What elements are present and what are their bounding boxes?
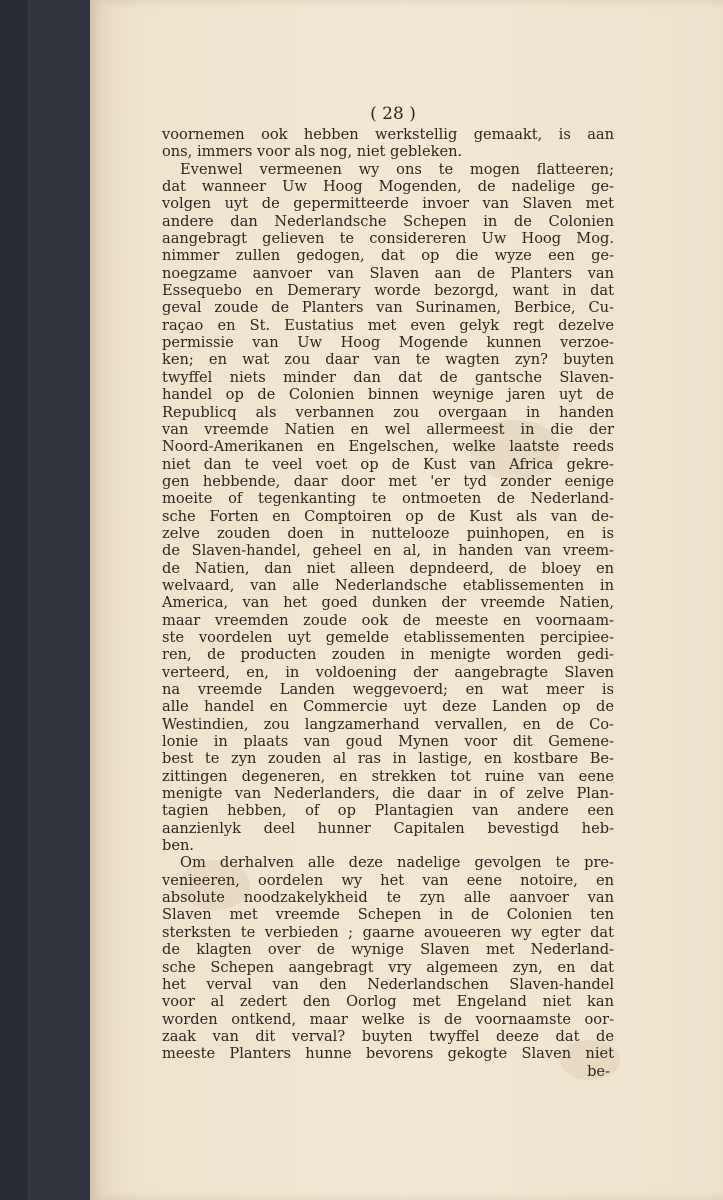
- text-line: zelve zouden doen in nuttelooze puinhopen, en is: [162, 524, 614, 542]
- text-line: aangebragt gelieven te considereren Uw Hoog Mog.: [162, 230, 614, 248]
- text-line: nimmer zullen gedogen, dat op die wyze een ge-: [162, 247, 614, 265]
- text-line: raçao en St. Eustatius met even gelyk regt dezelve: [162, 316, 614, 334]
- text-line: venieeren, oordelen wy het van eene notoire, en: [162, 871, 614, 889]
- text-line: ons, immers voor als nog, niet gebleken.: [162, 143, 463, 161]
- text-line: sche Schepen aangebragt vry algemeen zyn, en dat: [162, 958, 614, 976]
- text-line: voor al zedert den Oorlog met Engeland niet kan: [162, 993, 614, 1011]
- text-line: andere dan Nederlandsche Schepen in de Colonien: [162, 212, 614, 230]
- text-line: America, van het goed dunken der vreemde Natien,: [162, 594, 614, 612]
- text-line: na vreemde Landen weggevoerd; en wat meer is: [162, 681, 614, 698]
- text-line: Westindien, zou langzamerhand vervallen, en de Co-: [162, 715, 614, 733]
- text-line: lonie in plaats van goud Mynen voor dit Gemene-: [162, 733, 614, 751]
- text-line: Essequebo en Demerary worde bezorgd, want in dat: [162, 282, 614, 300]
- text-line: ren, de producten zouden in menigte worden gedi-: [162, 646, 614, 664]
- text-line: zittingen degeneren, en strekken tot ruine van eene: [162, 767, 614, 785]
- text-line: noegzame aanvoer van Slaven aan de Planters van: [162, 264, 614, 282]
- scan-binding-edge: [0, 0, 29, 1200]
- text-line: meeste Planters hunne bevorens gekogte Slaven niet: [162, 1045, 614, 1063]
- text-line: de klagten over de wynige Slaven met Nederland-: [162, 941, 614, 959]
- text-line: sche Forten en Comptoiren op de Kust als van de-: [162, 507, 614, 525]
- text-line: voornemen ook hebben werkstellig gemaakt, is aan: [162, 126, 614, 143]
- text-line: worden ontkend, maar welke is de voornaamste oor-: [162, 1010, 614, 1028]
- text-line: het verval van den Nederlandschen Slaven-handel: [162, 975, 614, 993]
- body-text: [162, 126, 614, 1063]
- text-line: dat wanneer Uw Hoog Mogenden, de nadelige ge-: [162, 178, 614, 196]
- text-line: gen hebbende, daar door met 'er tyd zonder eenige: [162, 472, 614, 490]
- text-line: van vreemde Natien en wel allermeest in die der: [162, 420, 614, 438]
- catchword: be-: [587, 1062, 610, 1080]
- text-line: tagien hebben, of op Plantagien van andere een: [162, 802, 614, 820]
- text-line: de Slaven-handel, geheel en al, in handen van vreem-: [162, 542, 614, 560]
- text-line: Om derhalven alle deze nadelige gevolgen te pre-: [180, 854, 614, 872]
- text-line: verteerd, en, in voldoening der aangebragte Slaven: [162, 663, 614, 681]
- text-line: de Natien, dan niet alleen depndeerd, de bloey en: [162, 559, 614, 577]
- text-line: moeite of tegenkanting te ontmoeten de Nederland-: [162, 490, 614, 508]
- text-line: Evenwel vermeenen wy ons te mogen flatteeren;: [180, 160, 614, 178]
- text-line: Noord-Amerikanen en Engelschen, welke laatste reeds: [162, 438, 614, 456]
- text-line: twyffel niets minder dan dat de gantsche Slaven-: [162, 368, 614, 386]
- text-line: maar vreemden zoude ook de meeste en voornaam-: [162, 611, 614, 629]
- text-line: Republicq als verbannen zou overgaan in handen: [162, 403, 614, 421]
- text-line: permissie van Uw Hoog Mogende kunnen verzoe-: [162, 334, 614, 352]
- text-line: ken; en wat zou daar van te wagten zyn? buyten: [162, 351, 614, 369]
- text-line: Slaven met vreemde Schepen in de Colonien ten: [162, 906, 614, 924]
- page-text-block: [162, 102, 614, 1081]
- page-number: ( 28 ): [370, 104, 416, 124]
- text-line: aanzienlyk deel hunner Capitalen bevestigd heb-: [162, 819, 614, 837]
- text-line: volgen uyt de gepermitteerde invoer van Slaven met: [162, 195, 614, 213]
- text-line: best te zyn zouden al ras in lastige, en kostbare Be-: [162, 750, 614, 768]
- text-line: welvaard, van alle Nederlandsche etablissementen in: [162, 576, 614, 594]
- text-line: ben.: [162, 837, 195, 855]
- text-line: alle handel en Commercie uyt deze Landen op de: [162, 698, 614, 716]
- text-line: menigte van Nederlanders, die daar in of zelve Plan-: [162, 785, 614, 803]
- text-line: zaak van dit verval? buyten twyffel deeze dat de: [162, 1027, 614, 1045]
- text-line: sterksten te verbieden ; gaarne avoueeren wy egter dat: [162, 923, 614, 941]
- text-line: handel op de Colonien binnen weynige jaren uyt de: [162, 386, 614, 404]
- text-line: absolute noodzakelykheid te zyn alle aanvoer van: [162, 889, 614, 907]
- text-line: geval zoude de Planters van Surinamen, Berbice, Cu-: [162, 299, 614, 317]
- text-line: ste voordelen uyt gemelde etablissementen percipiee-: [162, 628, 614, 646]
- text-line: niet dan te veel voet op de Kust van Africa gekre-: [162, 455, 614, 473]
